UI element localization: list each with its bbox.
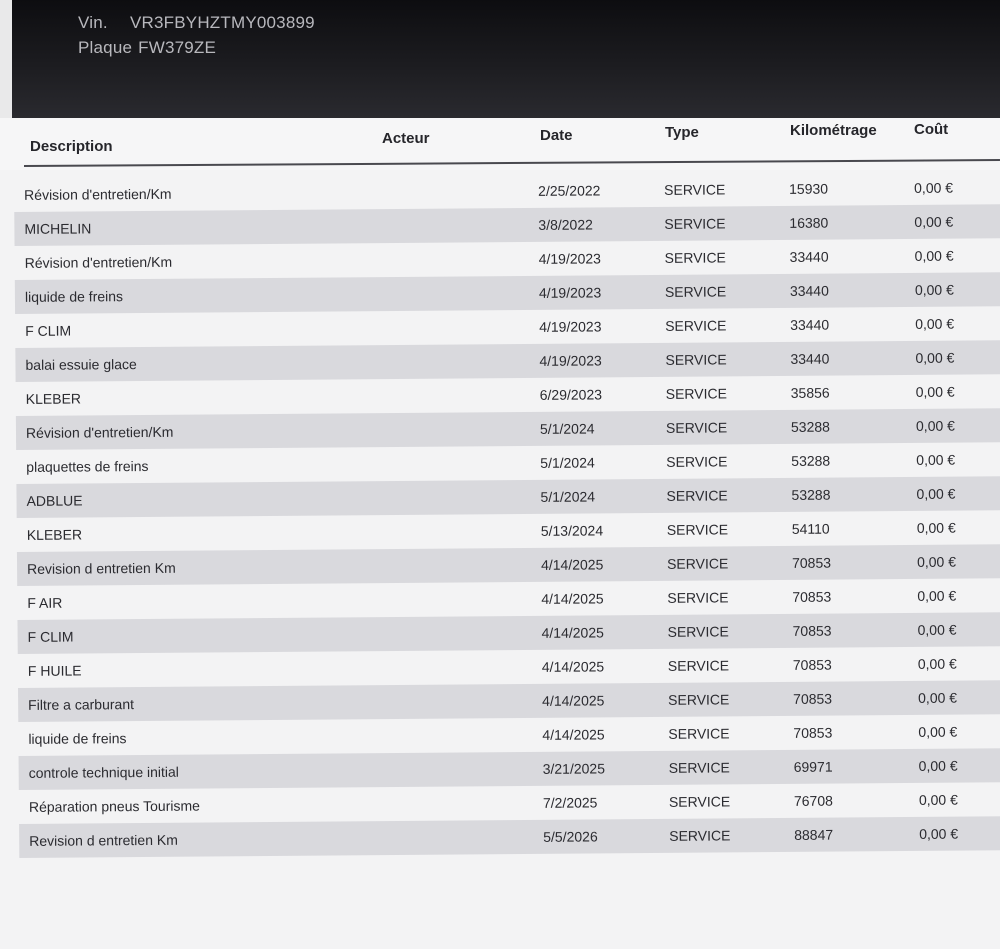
cell-type: SERVICE	[665, 419, 728, 436]
cell-cost: 0,00 €	[918, 723, 958, 740]
cell-type: SERVICE	[664, 283, 727, 300]
table-body	[14, 170, 1000, 858]
cell-date: 5/1/2024	[539, 420, 595, 437]
cell-date: 5/1/2024	[540, 454, 595, 471]
cell-mileage: 33440	[789, 248, 829, 265]
cell-mileage: 54110	[791, 520, 830, 537]
cell-date: 3/8/2022	[538, 216, 593, 233]
cell-cost: 0,00 €	[916, 485, 956, 502]
cell-mileage: 76708	[793, 792, 833, 809]
cell-date: 4/19/2023	[539, 352, 602, 369]
cell-cost: 0,00 €	[914, 213, 954, 230]
vehicle-info	[78, 10, 315, 60]
cell-cost: 0,00 €	[918, 757, 958, 774]
cell-mileage: 35856	[790, 384, 830, 401]
cell-date: 4/14/2025	[542, 692, 605, 709]
col-header-date: Date	[540, 127, 573, 144]
cell-description: KLEBER	[26, 526, 83, 543]
cell-description: Réparation pneus Tourisme	[28, 797, 200, 815]
vin-value: VR3FBYHZTMY003899	[130, 13, 315, 32]
cell-description: plaquettes de freins	[26, 457, 149, 475]
cell-date: 4/14/2025	[541, 658, 605, 675]
cell-mileage: 53288	[791, 486, 831, 503]
cell-date: 5/13/2024	[540, 522, 604, 539]
cell-cost: 0,00 €	[917, 587, 957, 604]
cell-cost: 0,00 €	[919, 825, 959, 842]
cell-cost: 0,00 €	[915, 315, 955, 332]
cell-type: SERVICE	[668, 759, 730, 776]
cell-mileage: 16380	[789, 214, 829, 231]
cell-mileage: 88847	[794, 826, 834, 843]
plate-label: Plaque	[78, 38, 133, 57]
cell-cost: 0,00 €	[917, 621, 957, 638]
cell-cost: 0,00 €	[915, 417, 955, 434]
cell-type: SERVICE	[667, 623, 729, 640]
cell-mileage: 70853	[793, 724, 833, 741]
cell-type: SERVICE	[667, 589, 729, 606]
cell-date: 5/5/2026	[543, 828, 598, 845]
cell-type: SERVICE	[668, 793, 731, 810]
cell-type: SERVICE	[666, 521, 729, 538]
cell-type: SERVICE	[665, 385, 727, 402]
cell-type: SERVICE	[665, 317, 727, 334]
vin-label: Vin.	[78, 13, 108, 32]
cell-type: SERVICE	[666, 555, 729, 572]
cell-description: Révision d'entretien/Km	[24, 253, 173, 271]
cell-mileage: 70853	[793, 690, 833, 707]
cell-cost: 0,00 €	[914, 247, 954, 264]
cell-date: 6/29/2023	[539, 386, 603, 403]
cell-description: Revision d entretien Km	[29, 831, 178, 849]
cell-type: SERVICE	[665, 351, 727, 368]
cell-description: Révision d'entretien/Km	[24, 185, 172, 203]
cell-type: SERVICE	[666, 453, 728, 470]
cell-cost: 0,00 €	[914, 179, 954, 196]
cell-date: 4/19/2023	[539, 318, 602, 335]
cell-description: KLEBER	[25, 390, 82, 407]
cell-cost: 0,00 €	[915, 349, 955, 366]
cell-description: F AIR	[27, 594, 63, 611]
cell-type: SERVICE	[668, 725, 730, 742]
cell-cost: 0,00 €	[917, 655, 957, 672]
col-header-actor: Acteur	[382, 130, 430, 147]
cell-type: SERVICE	[664, 181, 726, 198]
cell-mileage: 70853	[792, 588, 832, 605]
cell-date: 7/2/2025	[542, 794, 598, 811]
cell-mileage: 33440	[790, 350, 830, 367]
cell-mileage: 33440	[790, 316, 830, 333]
plate-value: FW379ZE	[138, 38, 217, 57]
cell-description: ADBLUE	[26, 492, 83, 509]
table-row	[19, 816, 1000, 858]
vin-row	[78, 10, 315, 35]
cell-mileage: 15930	[789, 180, 829, 197]
cell-date: 4/14/2025	[540, 556, 604, 573]
cell-date: 4/19/2023	[538, 250, 602, 267]
cell-description: F HUILE	[27, 662, 82, 679]
cell-description: MICHELIN	[24, 220, 92, 237]
cell-type: SERVICE	[667, 657, 730, 674]
header-banner	[0, 0, 1000, 118]
cell-type: SERVICE	[666, 487, 728, 504]
cell-cost: 0,00 €	[916, 553, 957, 570]
col-header-type: Type	[665, 124, 699, 141]
col-header-description: Description	[30, 138, 113, 155]
col-header-cost: Coût	[914, 121, 949, 138]
cell-mileage: 53288	[791, 452, 831, 469]
cell-date: 2/25/2022	[538, 182, 601, 199]
cell-cost: 0,00 €	[916, 451, 956, 468]
cell-mileage: 70853	[792, 622, 832, 639]
cell-type: SERVICE	[669, 827, 731, 844]
cell-description: controle technique initial	[28, 763, 179, 781]
cell-date: 4/14/2025	[542, 726, 605, 743]
cell-date: 4/19/2023	[538, 284, 602, 301]
cell-cost: 0,00 €	[918, 689, 958, 706]
cell-date: 3/21/2025	[542, 760, 606, 777]
cell-type: SERVICE	[668, 691, 730, 708]
cell-date: 5/1/2024	[540, 488, 596, 505]
cell-mileage: 70853	[791, 554, 832, 571]
cell-mileage: 53288	[790, 418, 830, 435]
cell-cost: 0,00 €	[915, 383, 955, 400]
cell-mileage: 33440	[789, 282, 829, 299]
cell-description: F CLIM	[25, 322, 72, 339]
cell-description: Révision d'entretien/Km	[25, 423, 174, 441]
cell-description: liquide de freins	[24, 288, 124, 305]
cell-date: 4/14/2025	[541, 590, 604, 607]
plate-row	[78, 35, 315, 60]
cell-description: liquide de freins	[28, 730, 127, 747]
cell-mileage: 70853	[792, 656, 832, 673]
cell-type: SERVICE	[664, 215, 726, 232]
cell-type: SERVICE	[664, 249, 726, 266]
cell-cost: 0,00 €	[918, 791, 958, 808]
cell-date: 4/14/2025	[541, 624, 604, 641]
cell-cost: 0,00 €	[916, 519, 956, 536]
cell-description: Filtre a carburant	[28, 696, 135, 713]
cell-mileage: 69971	[793, 758, 833, 775]
cell-description: F CLIM	[27, 628, 74, 645]
cell-description: balai essuie glace	[25, 356, 137, 373]
col-header-mileage: Kilométrage	[790, 122, 877, 139]
cell-description: Revision d entretien Km	[27, 559, 176, 577]
cell-cost: 0,00 €	[914, 281, 954, 298]
